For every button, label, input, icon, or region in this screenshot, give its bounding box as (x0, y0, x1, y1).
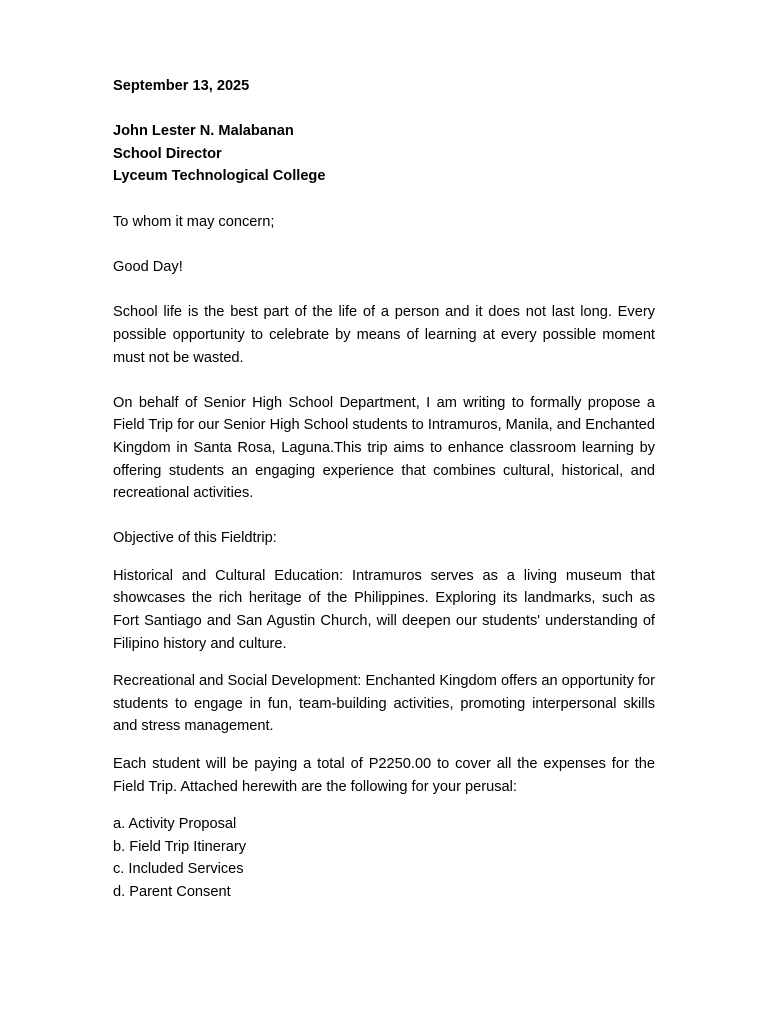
letter-date: September 13, 2025 (113, 78, 250, 94)
objective-recreational: Recreational and Social Development: Enchanted Kingdom offers an opportunity for students to engage in fun, team-building activities, promoting interpersonal skills and stress management. (113, 673, 655, 735)
letter-page (113, 75, 655, 904)
list-item: a. Activity Proposal (113, 816, 237, 833)
list-item: d. Parent Consent (113, 884, 231, 900)
recipient-institution: Lyceum Technological College (113, 168, 326, 185)
list-item: c. Included Services (113, 861, 244, 878)
proposal-paragraph: On behalf of Senior High School Department, I am writing to formally propose a Field Trip for our Senior High School students to Intramuros, Manila, and Enchanted Kingdom in Santa Rosa, Laguna.This trip aims to enhance classroom learning by offering students an engaging experience that combines cultural, historical, and recreational activities. (113, 394, 655, 502)
objective-heading: Objective of this Fieldtrip: (113, 530, 277, 547)
list-item: b. Field Trip Itinerary (113, 838, 247, 855)
intro-paragraph: School life is the best part of the life of a person and it does not last long. Every possible opportunity to celebrate by means of learning at every possible moment must not be wasted. (113, 304, 655, 366)
recipient-block (113, 120, 655, 188)
objective-historical: Historical and Cultural Education: Intramuros serves as a living museum that showcases the rich heritage of the Philippines. Exploring its landmarks, such as Fort Santiago and San Agustin Church, will deepen our students' understanding of Filipino history and culture. (113, 567, 655, 652)
attachment-list (113, 813, 655, 903)
recipient-position: School Director (113, 145, 222, 162)
payment-paragraph: Each student will be paying a total of P2250.00 to cover all the expenses for the Field Trip. Attached herewith are the following for your perusal: (113, 756, 655, 795)
salutation: To whom it may concern; (113, 213, 275, 230)
greeting: Good Day! (113, 259, 183, 276)
recipient-name: John Lester N. Malabanan (113, 123, 294, 140)
